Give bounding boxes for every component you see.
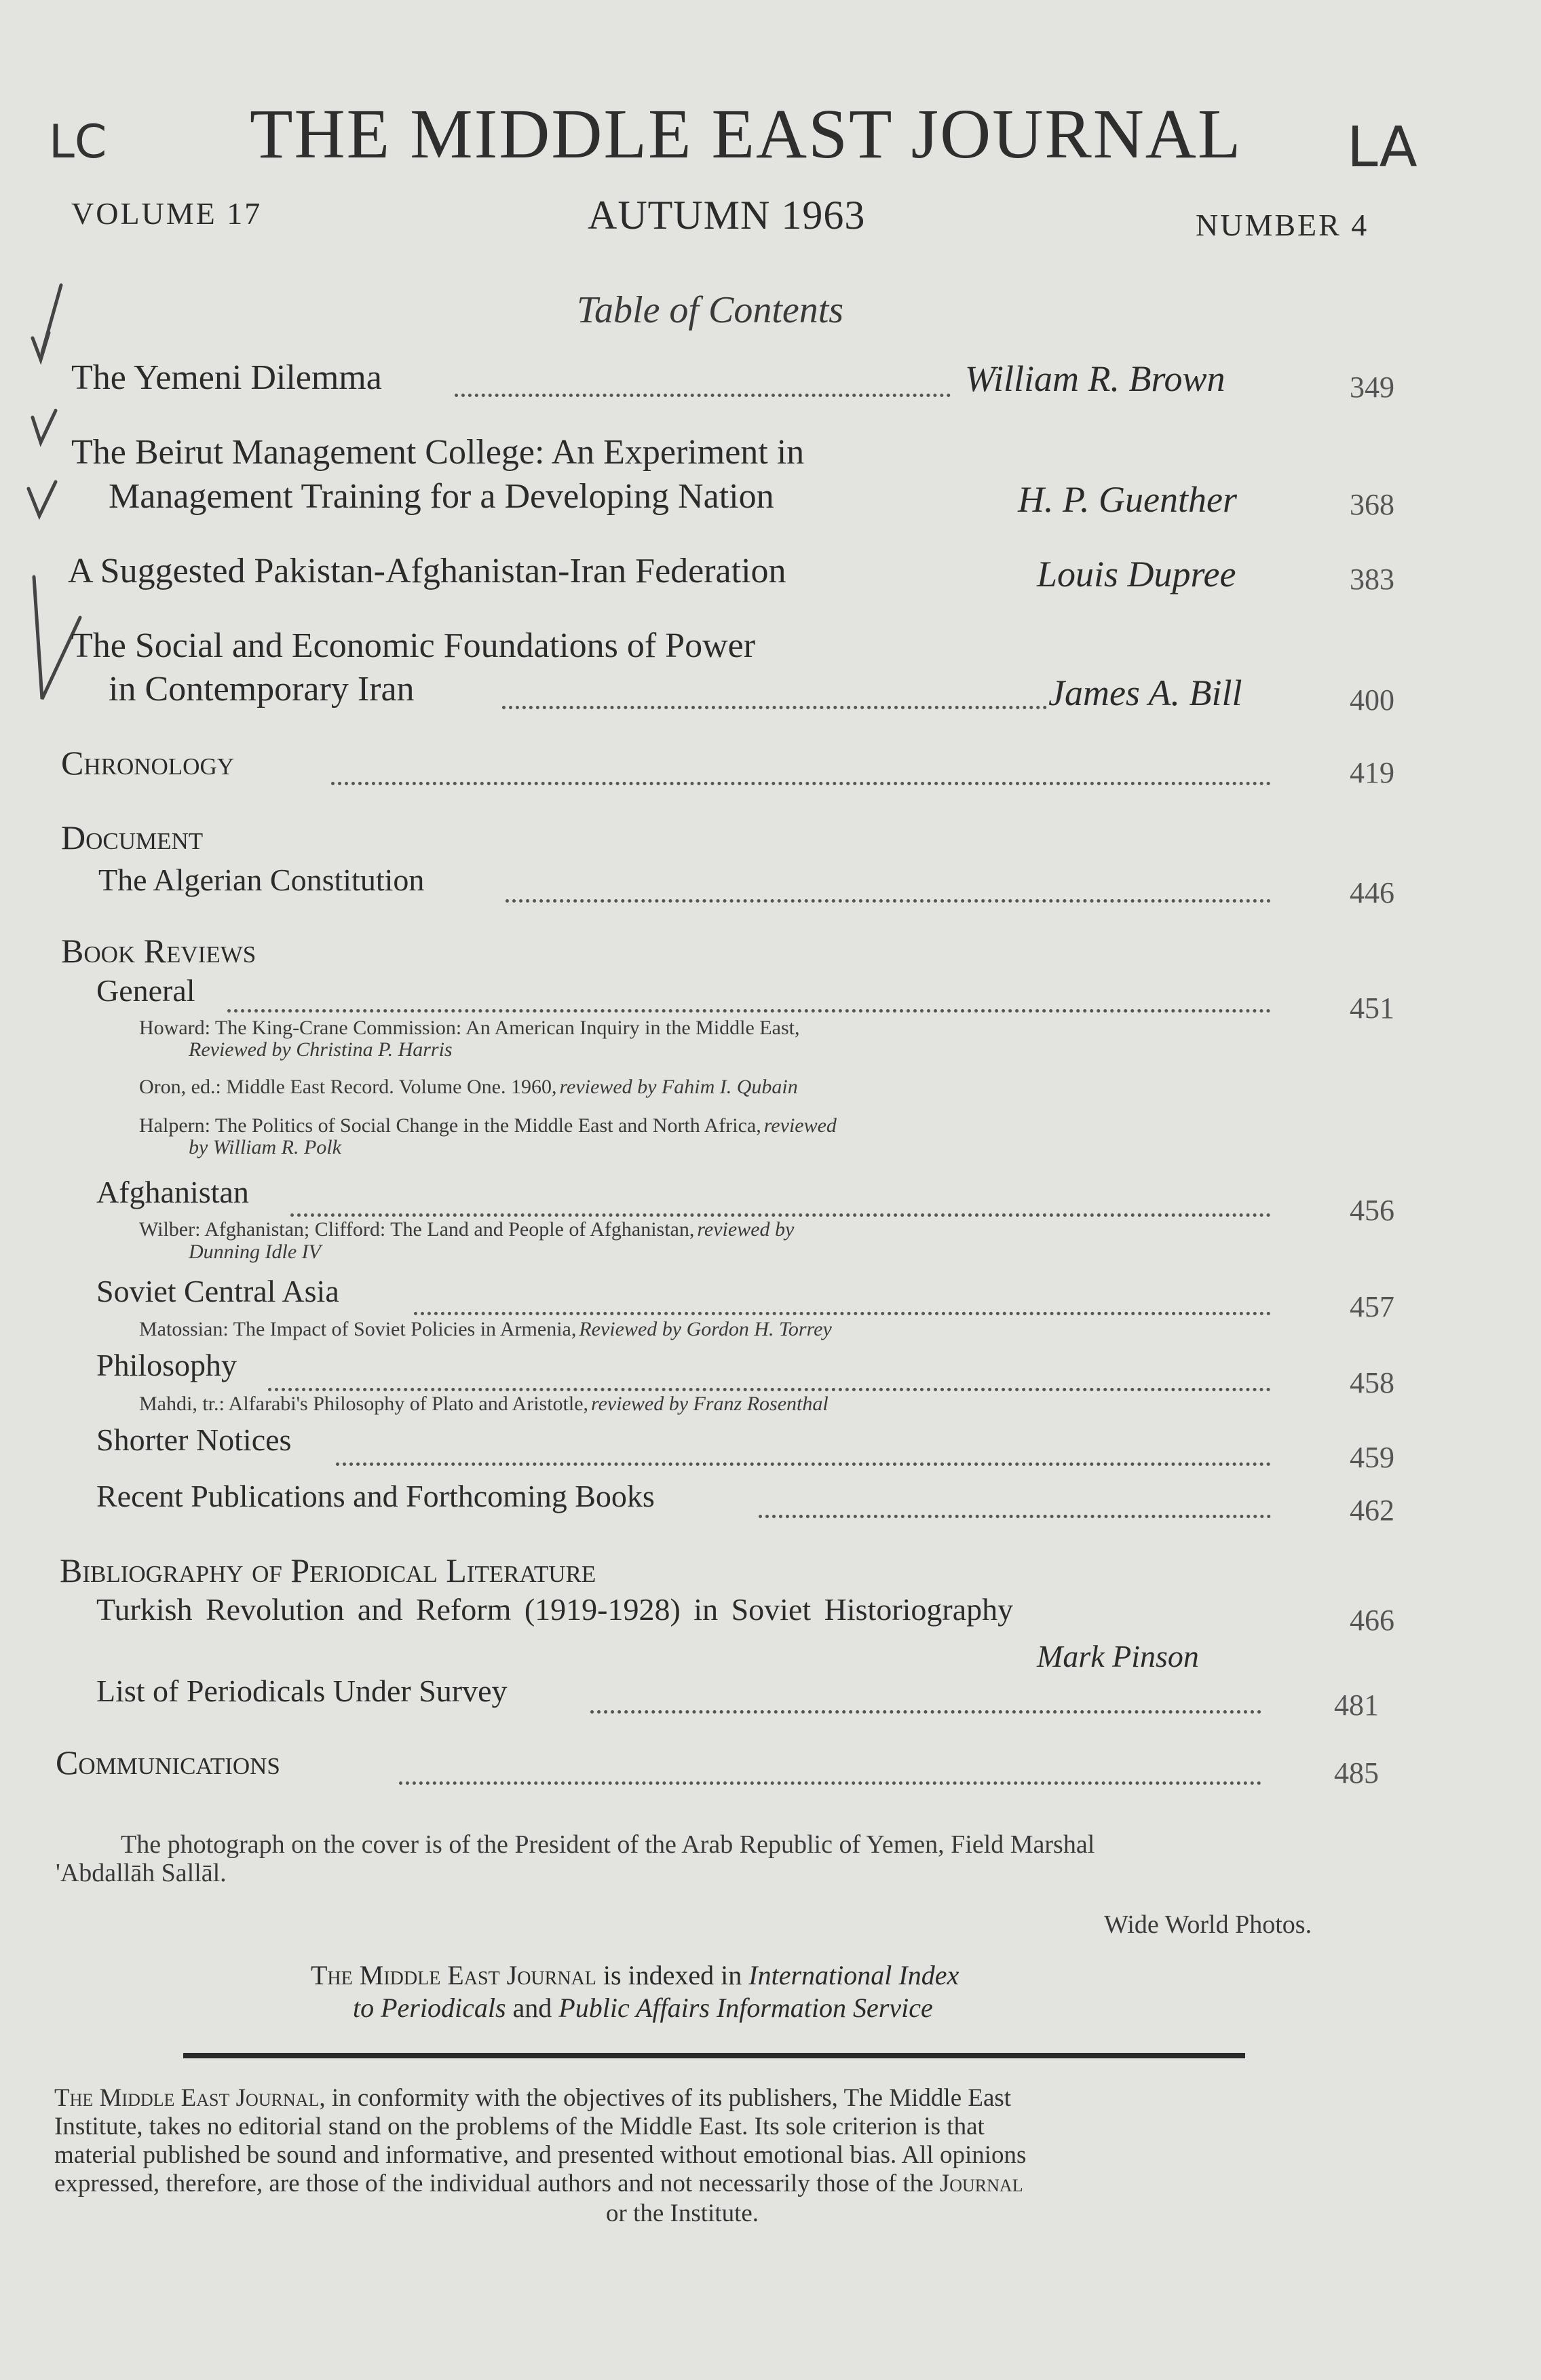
leader-dots [290, 1213, 1271, 1217]
disclaimer-line2: Institute, takes no editorial stand on the problems of the Middle East. Its sole criterion is that [54, 2113, 985, 2140]
review-reviewer: by William R. Polk [189, 1136, 341, 1158]
review-reviewer: reviewed by Franz Rosenthal [591, 1393, 829, 1415]
article-author: Louis Dupree [1037, 554, 1236, 594]
bibliography-item: List of Periodicals Under Survey [96, 1674, 508, 1708]
index-note-line1 [311, 1959, 959, 1991]
checkmark-icon [28, 482, 56, 516]
page-number: 458 [1350, 1366, 1394, 1399]
review-reviewer: reviewed by Fahim I. Qubain [559, 1076, 798, 1098]
review-entry-line [139, 1218, 794, 1241]
review-entry: Halpern: The Politics of Social Change in the Middle East and North Africa, [139, 1114, 761, 1137]
leader-dots [455, 394, 951, 397]
divider-rule [183, 2053, 1245, 2058]
handwritten-mark-la: LA [1347, 115, 1418, 180]
review-reviewer: Dunning Idle IV [189, 1241, 321, 1263]
article-title-line1: The Social and Economic Foundations of Power [71, 626, 756, 665]
review-entry-line [139, 1114, 837, 1137]
review-category-recent-publications: Recent Publications and Forthcoming Books [96, 1479, 655, 1513]
page-number: 349 [1350, 371, 1394, 404]
leader-dots [331, 782, 1271, 785]
handwritten-mark-lc: LC [49, 115, 107, 169]
index-note-line2 [353, 1992, 933, 2024]
checkmark-icon [33, 411, 56, 442]
review-entry: Howard: The King-Crane Commission: An American Inquiry in the Middle East, [139, 1017, 800, 1039]
index-note-text: and [506, 1992, 559, 2023]
article-author: James A. Bill [1048, 673, 1242, 713]
page-number: 481 [1334, 1688, 1379, 1722]
bibliography-author: Mark Pinson [1037, 1639, 1199, 1674]
leader-dots [590, 1710, 1261, 1714]
article-author: William R. Brown [965, 358, 1225, 399]
disclaimer-line3: material published be sound and informative, and presented without emotional bias. All opinions [54, 2141, 1027, 2169]
page-number: 456 [1350, 1194, 1394, 1227]
review-entry: Oron, ed.: Middle East Record. Volume One. 1960, [139, 1076, 557, 1098]
page-number: 400 [1350, 683, 1394, 717]
article-title-line1: The Beirut Management College: An Experiment in [71, 433, 805, 472]
leader-dots [759, 1515, 1271, 1518]
section-book-reviews: Book Reviews [61, 932, 256, 970]
index-name: Public Affairs Information Service [558, 1992, 933, 2023]
page-number: 457 [1350, 1290, 1394, 1323]
disclaimer-line1 [54, 2083, 1011, 2113]
review-entry-line [139, 1318, 832, 1341]
checkmark-icon [33, 333, 49, 360]
journal-title: THE MIDDLE EAST JOURNAL [250, 95, 1242, 173]
page-number: 459 [1350, 1441, 1394, 1474]
page-number: 451 [1350, 991, 1394, 1025]
issue-date: AUTUMN 1963 [588, 193, 866, 238]
article-title: The Yemeni Dilemma [71, 358, 382, 397]
volume-label: VOLUME 17 [71, 196, 263, 231]
article-title-line2: in Contemporary Iran [109, 670, 415, 709]
journal-name: Journal [939, 2170, 1023, 2197]
page-number: 462 [1350, 1494, 1394, 1527]
review-category-general: General [96, 973, 195, 1008]
article-title: A Suggested Pakistan-Afghanistan-Iran Federation [68, 552, 786, 590]
review-entry: Wilber: Afghanistan; Clifford: The Land and People of Afghanistan, [139, 1218, 695, 1241]
cover-note: The photograph on the cover is of the President of the Arab Republic of Yemen, Field Marshal [121, 1830, 1095, 1859]
cover-note-line2: 'Abdallāh Sallāl. [56, 1859, 227, 1887]
toc-heading: Table of Contents [577, 289, 844, 331]
review-reviewer: Reviewed by Gordon H. Torrey [579, 1318, 832, 1340]
leader-dots [502, 706, 1047, 709]
number-label: NUMBER 4 [1196, 208, 1369, 242]
leader-dots [399, 1781, 1261, 1785]
review-category-shorter-notices: Shorter Notices [96, 1422, 292, 1457]
review-entry: Mahdi, tr.: Alfarabi's Philosophy of Plato and Aristotle, [139, 1393, 589, 1415]
review-entry-line [139, 1076, 798, 1099]
disclaimer-line5: or the Institute. [606, 2199, 759, 2227]
review-category-afghanistan: Afghanistan [96, 1175, 249, 1209]
page-number: 419 [1350, 756, 1394, 789]
review-category-soviet-central-asia: Soviet Central Asia [96, 1274, 339, 1308]
bibliography-item: Turkish Revolution and Reform (1919-1928) in Soviet Historiography [96, 1592, 1014, 1627]
leader-dots [336, 1462, 1271, 1466]
journal-name: The Middle East Journal [54, 2084, 320, 2112]
leader-dots [506, 899, 1271, 903]
page-number: 485 [1334, 1756, 1379, 1790]
section-chronology: Chronology [61, 744, 235, 782]
index-name: International Index [748, 1960, 959, 1990]
document-item: The Algerian Constitution [98, 863, 425, 897]
review-reviewer: reviewed by [697, 1218, 795, 1241]
review-reviewer: reviewed [763, 1114, 837, 1137]
disclaimer-text: , in conformity with the objectives of its publishers, The Middle East [319, 2084, 1012, 2112]
page-number: 446 [1350, 876, 1394, 909]
page-number: 383 [1350, 563, 1394, 596]
page-number: 466 [1350, 1604, 1394, 1637]
photo-credit: Wide World Photos. [1104, 1910, 1312, 1939]
section-document: Document [61, 818, 204, 856]
journal-name: The Middle East Journal [311, 1960, 596, 1990]
leader-dots [414, 1312, 1271, 1315]
disclaimer-line4 [54, 2169, 1023, 2198]
disclaimer-text: expressed, therefore, are those of the individual authors and not necessarily those of the [54, 2170, 940, 2197]
article-author: H. P. Guenther [1018, 479, 1237, 520]
leader-dots [227, 1009, 1271, 1013]
review-entry: Matossian: The Impact of Soviet Policies in Armenia, [139, 1318, 577, 1340]
review-category-philosophy: Philosophy [96, 1348, 237, 1382]
review-entry-line [139, 1393, 829, 1416]
section-bibliography: Bibliography of Periodical Literature [60, 1551, 596, 1589]
section-communications: Communications [56, 1743, 280, 1781]
page-number: 368 [1350, 488, 1394, 521]
leader-dots [268, 1388, 1271, 1391]
article-title-line2: Management Training for a Developing Nation [109, 477, 774, 516]
index-name: to Periodicals [353, 1992, 506, 2023]
review-reviewer: Reviewed by Christina P. Harris [189, 1038, 453, 1061]
index-note-text: is indexed in [596, 1960, 749, 1990]
